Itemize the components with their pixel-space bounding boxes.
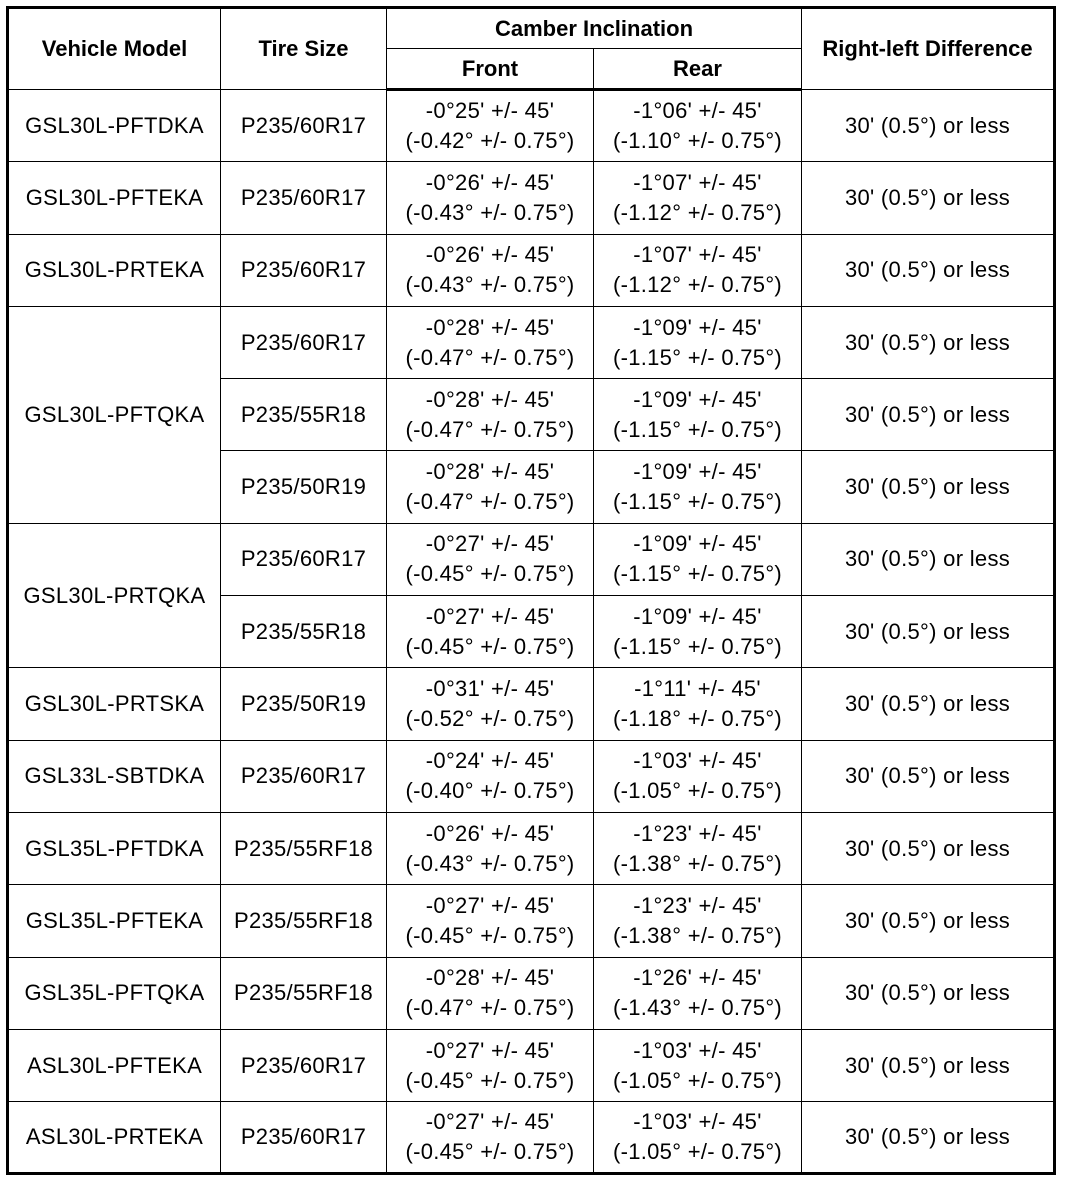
rear-camber-degrees: (-1.15° +/- 0.75°) — [612, 416, 783, 442]
rear-camber-degrees: (-1.10° +/- 0.75°) — [612, 128, 783, 154]
rear-camber-minutes: -1°03' +/- 45' — [633, 748, 762, 774]
front-camber-minutes: -0°26' +/- 45' — [425, 169, 555, 195]
rear-camber-degrees: (-1.15° +/- 0.75°) — [612, 489, 783, 515]
table-row — [8, 523, 1055, 595]
front-camber-degrees: (-0.45° +/- 0.75°) — [405, 1067, 575, 1093]
vehicle-model-cell: GSL30L-PRTQKA — [8, 523, 221, 668]
vehicle-model-cell: GSL30L-PFTEKA — [8, 162, 221, 234]
tire-size-cell: P235/60R17 — [221, 1029, 387, 1101]
front-camber-cell — [387, 451, 594, 523]
rear-camber-degrees: (-1.05° +/- 0.75°) — [612, 1067, 783, 1093]
front-camber-cell — [387, 234, 594, 306]
right-left-difference-cell: 30' (0.5°) or less — [802, 90, 1055, 162]
right-left-difference-cell: 30' (0.5°) or less — [802, 740, 1055, 812]
front-camber-minutes: -0°27' +/- 45' — [425, 892, 555, 918]
front-camber-degrees: (-0.45° +/- 0.75°) — [405, 633, 575, 659]
rear-camber-degrees: (-1.38° +/- 0.75°) — [612, 922, 783, 948]
right-left-difference-cell: 30' (0.5°) or less — [802, 1029, 1055, 1101]
front-camber-minutes: -0°28' +/- 45' — [425, 965, 555, 991]
rear-camber-degrees: (-1.05° +/- 0.75°) — [612, 1139, 783, 1165]
front-camber-degrees: (-0.47° +/- 0.75°) — [405, 489, 575, 515]
front-camber-cell — [387, 1102, 594, 1174]
vehicle-model-cell: GSL35L-PFTQKA — [8, 957, 221, 1029]
rear-camber-degrees: (-1.43° +/- 0.75°) — [612, 995, 783, 1021]
front-camber-degrees: (-0.45° +/- 0.75°) — [405, 922, 575, 948]
camber-spec-table-container — [6, 6, 1056, 1175]
rear-camber-minutes: -1°07' +/- 45' — [633, 242, 762, 268]
front-camber-degrees: (-0.45° +/- 0.75°) — [405, 1139, 575, 1165]
vehicle-model-cell: GSL30L-PFTQKA — [8, 306, 221, 523]
front-camber-degrees: (-0.45° +/- 0.75°) — [405, 561, 575, 587]
tire-size-cell: P235/60R17 — [221, 740, 387, 812]
tire-size-cell: P235/50R19 — [221, 668, 387, 740]
table-row — [8, 668, 1055, 740]
right-left-difference-cell: 30' (0.5°) or less — [802, 234, 1055, 306]
rear-camber-minutes: -1°09' +/- 45' — [633, 531, 762, 557]
front-camber-cell — [387, 957, 594, 1029]
right-left-difference-cell: 30' (0.5°) or less — [802, 451, 1055, 523]
table-row — [8, 1102, 1055, 1174]
front-camber-minutes: -0°31' +/- 45' — [425, 676, 555, 702]
tire-size-cell: P235/60R17 — [221, 523, 387, 595]
table-row — [8, 1029, 1055, 1101]
front-camber-minutes: -0°26' +/- 45' — [425, 820, 555, 846]
front-camber-cell — [387, 596, 594, 668]
table-row — [8, 234, 1055, 306]
camber-spec-table — [6, 6, 1056, 1175]
rear-camber-cell — [594, 162, 802, 234]
rear-camber-cell — [594, 596, 802, 668]
right-left-difference-cell: 30' (0.5°) or less — [802, 957, 1055, 1029]
header-tire-size: Tire Size — [221, 8, 387, 90]
table-row — [8, 90, 1055, 162]
tire-size-cell: P235/55R18 — [221, 379, 387, 451]
header-camber-inclination: Camber Inclination — [387, 8, 802, 49]
rear-camber-degrees: (-1.05° +/- 0.75°) — [612, 778, 783, 804]
front-camber-degrees: (-0.42° +/- 0.75°) — [405, 128, 575, 154]
front-camber-degrees: (-0.40° +/- 0.75°) — [405, 778, 575, 804]
rear-camber-minutes: -1°09' +/- 45' — [633, 459, 762, 485]
rear-camber-cell — [594, 812, 802, 884]
rear-camber-cell — [594, 740, 802, 812]
rear-camber-cell — [594, 1029, 802, 1101]
tire-size-cell: P235/60R17 — [221, 162, 387, 234]
rear-camber-degrees: (-1.18° +/- 0.75°) — [612, 706, 783, 732]
front-camber-minutes: -0°26' +/- 45' — [425, 242, 555, 268]
rear-camber-degrees: (-1.15° +/- 0.75°) — [612, 561, 783, 587]
rear-camber-cell — [594, 379, 802, 451]
front-camber-degrees: (-0.47° +/- 0.75°) — [405, 416, 575, 442]
rear-camber-minutes: -1°23' +/- 45' — [633, 892, 762, 918]
right-left-difference-cell: 30' (0.5°) or less — [802, 523, 1055, 595]
tire-size-cell: P235/55RF18 — [221, 957, 387, 1029]
table-row — [8, 162, 1055, 234]
vehicle-model-cell: GSL33L-SBTDKA — [8, 740, 221, 812]
rear-camber-cell — [594, 90, 802, 162]
front-camber-cell — [387, 379, 594, 451]
rear-camber-degrees: (-1.15° +/- 0.75°) — [612, 633, 783, 659]
rear-camber-cell — [594, 523, 802, 595]
rear-camber-degrees: (-1.12° +/- 0.75°) — [612, 199, 783, 225]
tire-size-cell: P235/60R17 — [221, 90, 387, 162]
table-row — [8, 740, 1055, 812]
tire-size-cell: P235/60R17 — [221, 306, 387, 378]
front-camber-minutes: -0°27' +/- 45' — [425, 1037, 555, 1063]
front-camber-cell — [387, 162, 594, 234]
right-left-difference-cell: 30' (0.5°) or less — [802, 379, 1055, 451]
front-camber-degrees: (-0.43° +/- 0.75°) — [405, 199, 575, 225]
rear-camber-minutes: -1°09' +/- 45' — [633, 386, 762, 412]
tire-size-cell: P235/55RF18 — [221, 885, 387, 957]
right-left-difference-cell: 30' (0.5°) or less — [802, 812, 1055, 884]
rear-camber-degrees: (-1.15° +/- 0.75°) — [612, 344, 783, 370]
front-camber-cell — [387, 668, 594, 740]
rear-camber-cell — [594, 451, 802, 523]
header-vehicle-model: Vehicle Model — [8, 8, 221, 90]
front-camber-minutes: -0°27' +/- 45' — [425, 531, 555, 557]
rear-camber-minutes: -1°03' +/- 45' — [633, 1109, 762, 1135]
front-camber-minutes: -0°28' +/- 45' — [425, 386, 555, 412]
front-camber-minutes: -0°28' +/- 45' — [425, 459, 555, 485]
front-camber-cell — [387, 1029, 594, 1101]
vehicle-model-cell: GSL30L-PFTDKA — [8, 90, 221, 162]
front-camber-cell — [387, 885, 594, 957]
front-camber-minutes: -0°25' +/- 45' — [425, 98, 555, 124]
table-row — [8, 957, 1055, 1029]
rear-camber-cell — [594, 668, 802, 740]
rear-camber-minutes: -1°06' +/- 45' — [633, 98, 762, 124]
vehicle-model-cell: ASL30L-PFTEKA — [8, 1029, 221, 1101]
rear-camber-cell — [594, 885, 802, 957]
front-camber-minutes: -0°27' +/- 45' — [425, 603, 555, 629]
rear-camber-cell — [594, 957, 802, 1029]
front-camber-degrees: (-0.47° +/- 0.75°) — [405, 344, 575, 370]
vehicle-model-cell: GSL35L-PFTEKA — [8, 885, 221, 957]
rear-camber-minutes: -1°23' +/- 45' — [633, 820, 762, 846]
front-camber-minutes: -0°24' +/- 45' — [425, 748, 555, 774]
rear-camber-minutes: -1°11' +/- 45' — [634, 676, 761, 702]
tire-size-cell: P235/50R19 — [221, 451, 387, 523]
front-camber-degrees: (-0.43° +/- 0.75°) — [405, 272, 575, 298]
right-left-difference-cell: 30' (0.5°) or less — [802, 306, 1055, 378]
rear-camber-degrees: (-1.38° +/- 0.75°) — [612, 850, 783, 876]
vehicle-model-cell: GSL35L-PFTDKA — [8, 812, 221, 884]
right-left-difference-cell: 30' (0.5°) or less — [802, 596, 1055, 668]
front-camber-degrees: (-0.52° +/- 0.75°) — [405, 706, 575, 732]
front-camber-cell — [387, 523, 594, 595]
header-rear: Rear — [594, 49, 802, 90]
vehicle-model-cell: GSL30L-PRTEKA — [8, 234, 221, 306]
rear-camber-minutes: -1°07' +/- 45' — [633, 169, 762, 195]
tire-size-cell: P235/55RF18 — [221, 812, 387, 884]
header-front: Front — [387, 49, 594, 90]
table-row — [8, 306, 1055, 378]
vehicle-model-cell: ASL30L-PRTEKA — [8, 1102, 221, 1174]
right-left-difference-cell: 30' (0.5°) or less — [802, 162, 1055, 234]
right-left-difference-cell: 30' (0.5°) or less — [802, 668, 1055, 740]
vehicle-model-cell: GSL30L-PRTSKA — [8, 668, 221, 740]
rear-camber-minutes: -1°03' +/- 45' — [633, 1037, 762, 1063]
rear-camber-minutes: -1°26' +/- 45' — [633, 965, 762, 991]
rear-camber-minutes: -1°09' +/- 45' — [633, 314, 762, 340]
rear-camber-cell — [594, 234, 802, 306]
rear-camber-cell — [594, 1102, 802, 1174]
front-camber-minutes: -0°28' +/- 45' — [425, 314, 555, 340]
rear-camber-degrees: (-1.12° +/- 0.75°) — [612, 272, 783, 298]
front-camber-cell — [387, 740, 594, 812]
tire-size-cell: P235/60R17 — [221, 1102, 387, 1174]
front-camber-cell — [387, 306, 594, 378]
front-camber-degrees: (-0.43° +/- 0.75°) — [405, 850, 575, 876]
tire-size-cell: P235/60R17 — [221, 234, 387, 306]
front-camber-minutes: -0°27' +/- 45' — [425, 1109, 555, 1135]
table-row — [8, 812, 1055, 884]
rear-camber-cell — [594, 306, 802, 378]
right-left-difference-cell: 30' (0.5°) or less — [802, 1102, 1055, 1174]
right-left-difference-cell: 30' (0.5°) or less — [802, 885, 1055, 957]
tire-size-cell: P235/55R18 — [221, 596, 387, 668]
rear-camber-minutes: -1°09' +/- 45' — [633, 603, 762, 629]
header-right-left-difference: Right-left Difference — [802, 8, 1055, 90]
front-camber-cell — [387, 812, 594, 884]
table-row — [8, 885, 1055, 957]
front-camber-cell — [387, 90, 594, 162]
front-camber-degrees: (-0.47° +/- 0.75°) — [405, 995, 575, 1021]
